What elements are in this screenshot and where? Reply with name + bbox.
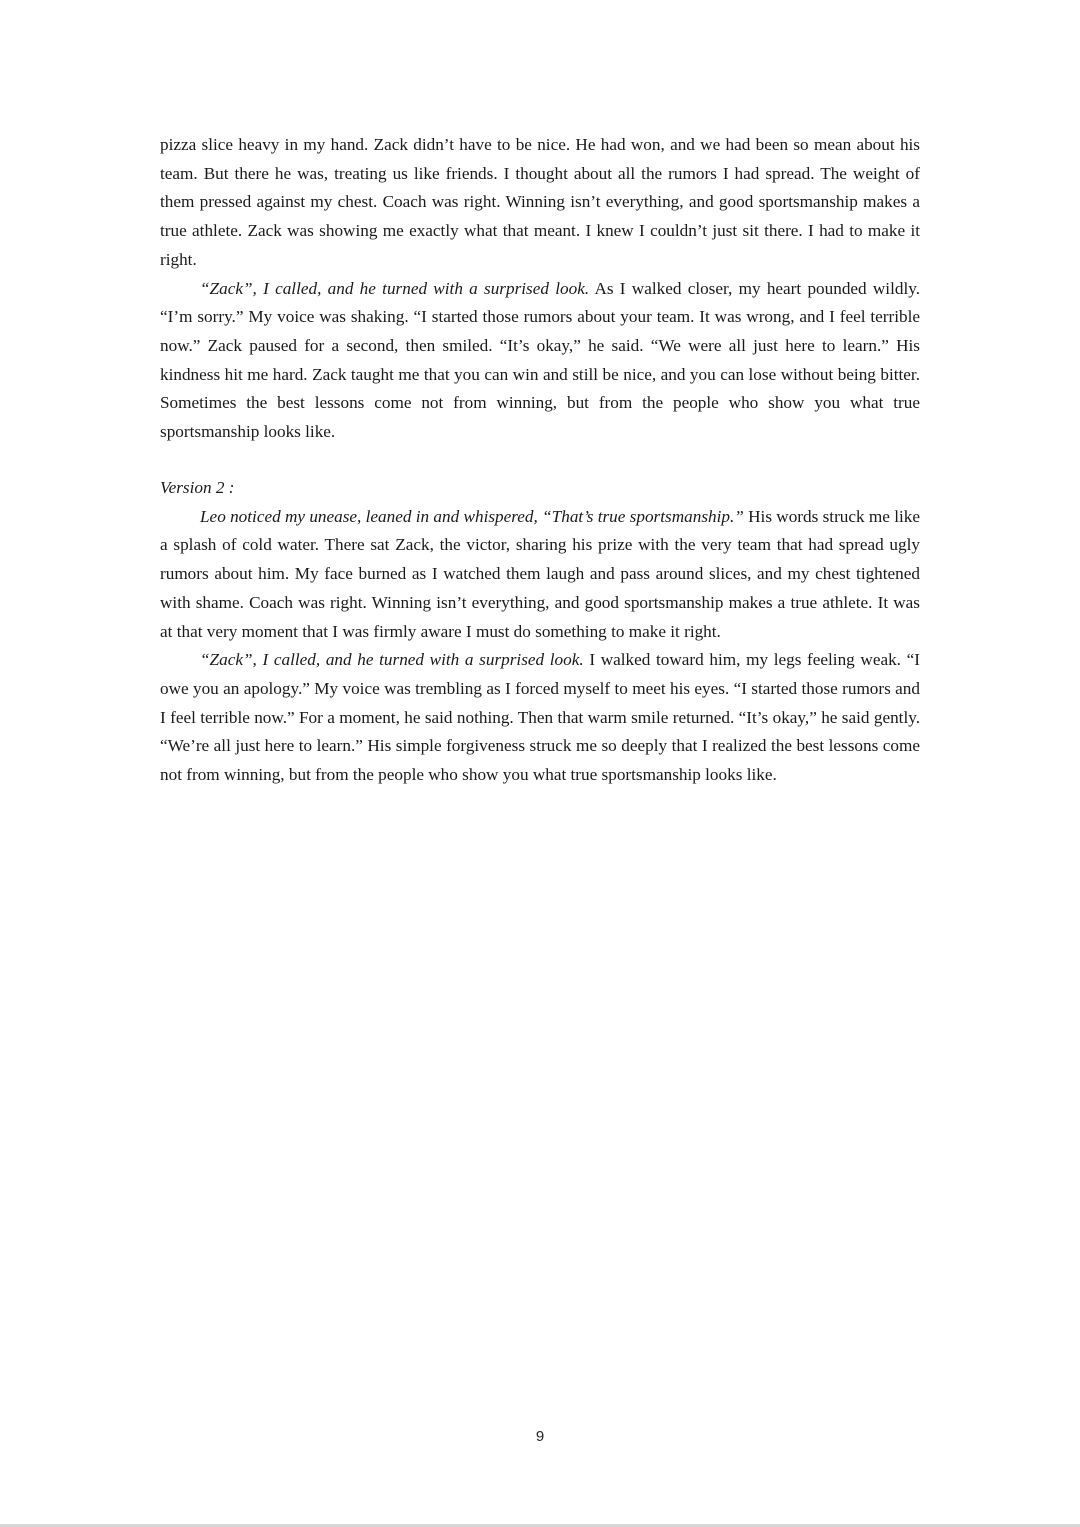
version-2-section <box>160 474 920 790</box>
paragraph-2-body: As I walked closer, my heart pounded wildly. “I’m sorry.” My voice was shaking. “I started those rumors about your team. It was wrong, and I feel terrible now.” Zack paused for a second, then smiled. “It’s okay,” he said. “We were all just here to learn.” His kindness hit me hard. Zack taught me that you can win and still be nice, and you can lose without being bitter. Sometimes the best lessons come not from winning, but from the people who show you what true sportsmanship looks like. <box>160 278 920 442</box>
paragraph-3-italic-lead: Leo noticed my unease, leaned in and whispered, “That’s true sportsmanship.” <box>200 506 744 526</box>
page-number: 9 <box>535 1428 545 1445</box>
paragraph-4 <box>160 646 920 790</box>
paragraph-4-italic-lead: “Zack”, I called, and he turned with a surprised look. <box>200 650 584 670</box>
version-2-heading: Version 2 : <box>160 478 235 497</box>
paragraph-3 <box>160 503 920 647</box>
paragraph-4-body: I walked toward him, my legs feeling weak. “I owe you an apology.” My voice was trembling as I forced myself to meet his eyes. “I started those rumors and I feel terrible now.” For a moment, he said nothing. Then that warm smile returned. “It’s okay,” he said gently. “We’re all just here to learn.” His simple forgiveness struck me so deeply that I realized the best lessons come not from winning, but from the people who show you what true sportsmanship looks like. <box>160 650 920 785</box>
paragraph-1: pizza slice heavy in my hand. Zack didn’t have to be nice. He had won, and we had been so mean about his team. But there he was, treating us like friends. I thought about all the rumors I had spread. The weight of them pressed against my chest. Coach was right. Winning isn’t everything, and good sportsmanship makes a true athlete. Zack was showing me exactly what that meant. I knew I couldn’t just sit there. I had to make it right. <box>160 135 920 269</box>
paragraph-2-italic-lead: “Zack”, I called, and he turned with a surprised look. <box>200 278 590 298</box>
version-1-continuation <box>160 131 920 447</box>
paragraph-2 <box>160 275 920 447</box>
paragraph-3-body: His words struck me like a splash of cold water. There sat Zack, the victor, sharing his prize with the very team that had spread ugly rumors about him. My face burned as I watched them laugh and pass around slices, and my chest tightened with shame. Coach was right. Winning isn’t everything, and good sportsmanship makes a true athlete. It was at that very moment that I was firmly aware I must do something to make it right. <box>160 506 920 641</box>
